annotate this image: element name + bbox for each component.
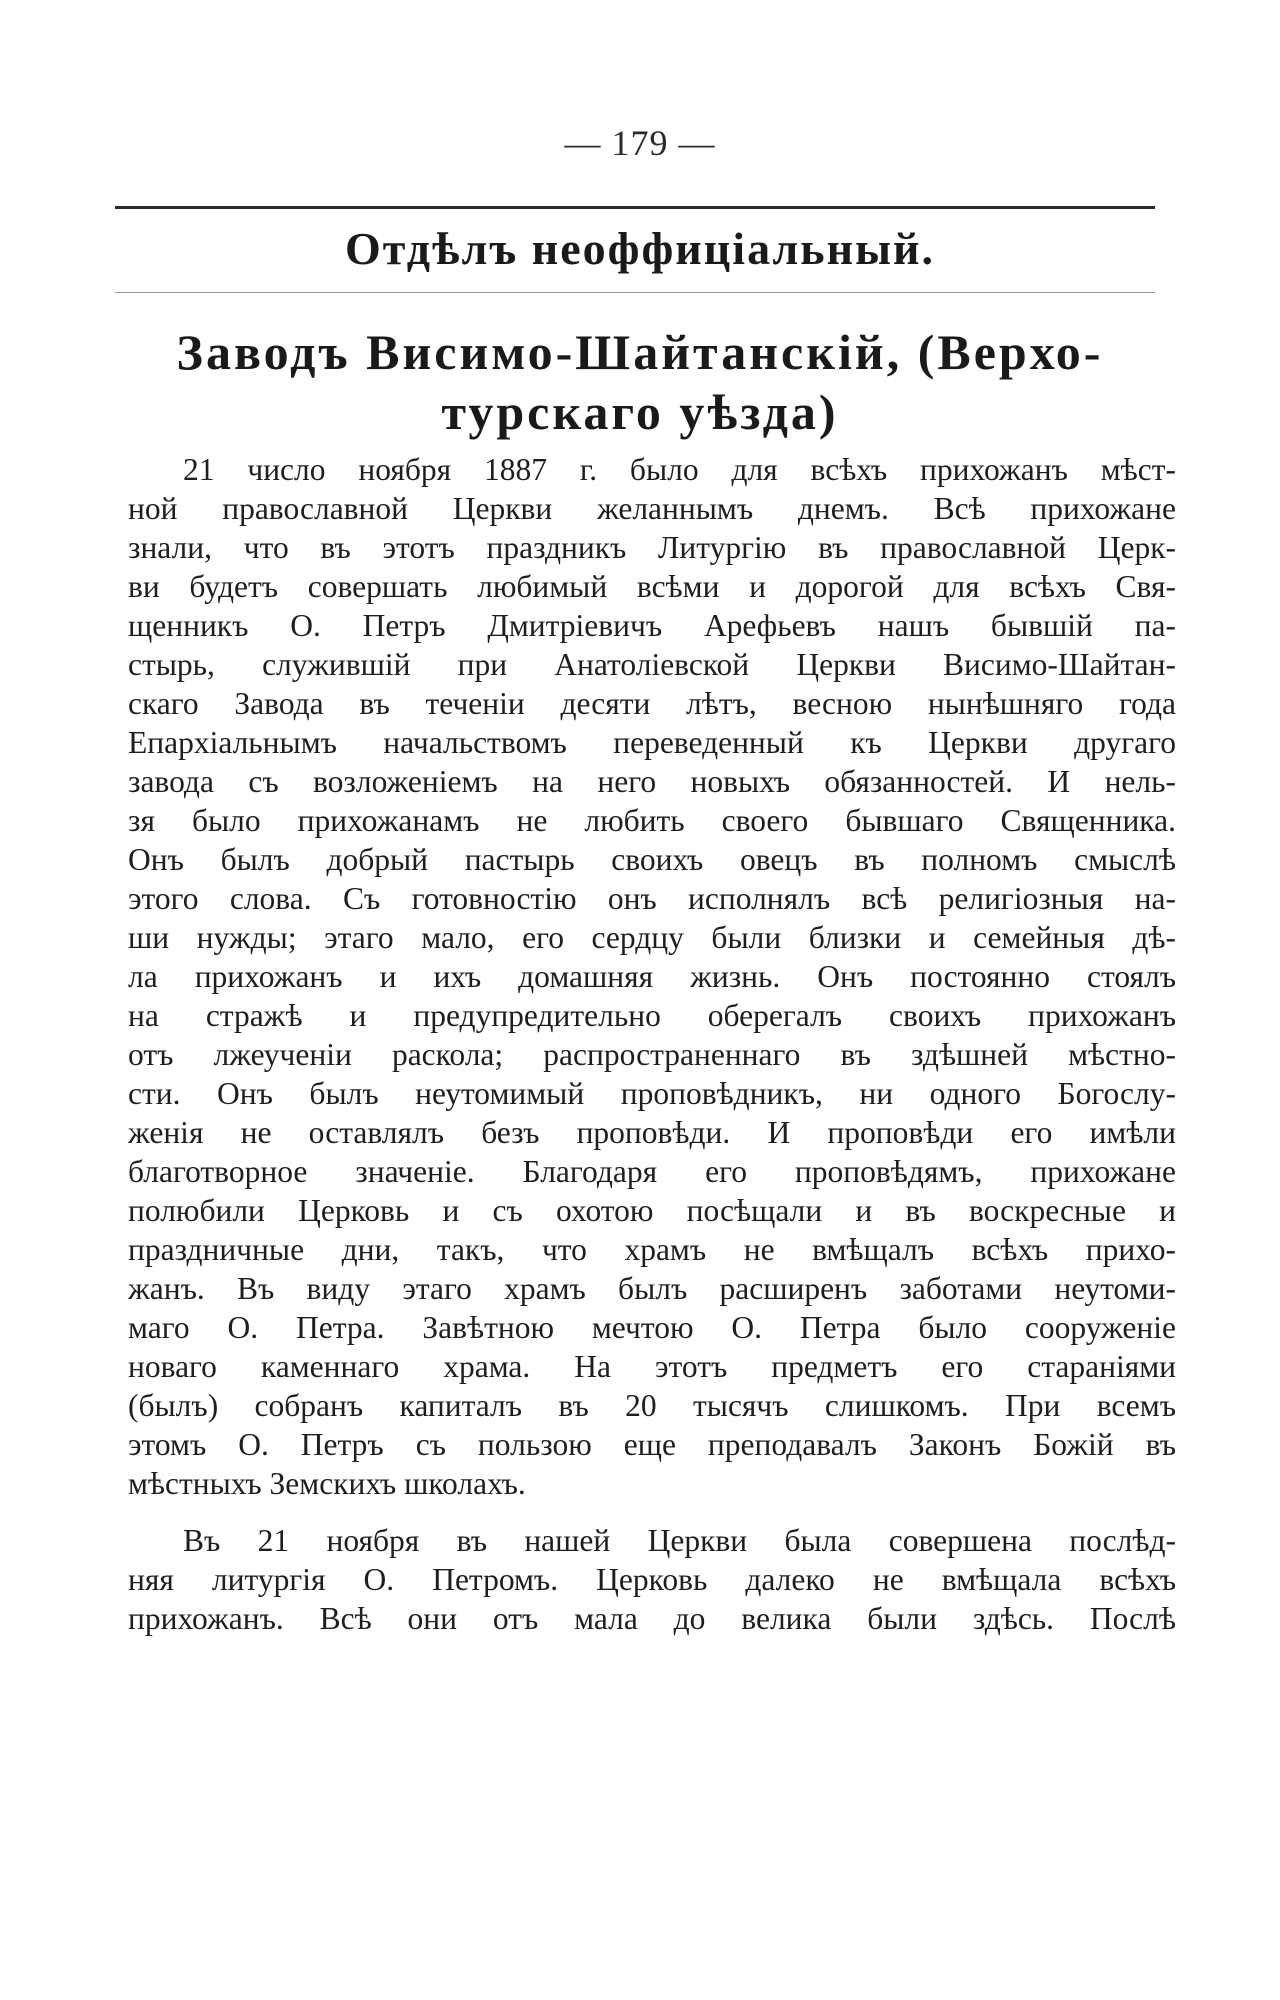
text-line: 21 число ноября 1887 г. было для всѣхъ прихожанъ мѣст- <box>183 452 1176 487</box>
text-line: этомъ О. Петръ съ пользою еще преподавалъ Законъ Божій въ <box>128 1427 1176 1462</box>
header-rule <box>115 206 1155 209</box>
text-line: стырь, служившій при Анатоліевской Церкви Висимо-Шайтан- <box>128 647 1176 682</box>
text-line: щенникъ О. Петръ Дмитріевичъ Арефьевъ нашъ бывшій па- <box>128 608 1176 643</box>
text-line: полюбили Церковь и съ охотою посѣщали и въ воскресные и <box>128 1193 1176 1228</box>
section-title: Отдѣлъ неоффиціальный. <box>344 223 936 274</box>
text-line: Епархіальнымъ начальствомъ переведенный къ Церкви другаго <box>128 725 1176 760</box>
text-line: знали, что въ этотъ праздникъ Литургію въ православной Церк- <box>128 530 1176 565</box>
text-line: этого слова. Съ готовностію онъ исполнялъ всѣ религіозныя на- <box>128 881 1176 916</box>
text-line: Онъ былъ добрый пастырь своихъ овецъ въ полномъ смыслѣ <box>128 842 1176 877</box>
text-line: завода съ возложеніемъ на него новыхъ обязанностей. И нель- <box>128 764 1176 799</box>
article-title: Заводъ Висимо-Шайтанскій, (Верхо-турскаго уѣзда) <box>176 324 1104 440</box>
article-body <box>128 450 1176 1638</box>
text-line: скаго Завода въ теченіи десяти лѣтъ, весною нынѣшняго года <box>128 686 1176 721</box>
text-line: няя литургія О. Петромъ. Церковь далеко не вмѣщала всѣхъ <box>128 1562 1176 1597</box>
text-line: прихожанъ. Всѣ они отъ мала до велика были здѣсь. Послѣ <box>128 1601 1176 1636</box>
paragraph-1 <box>128 450 1176 1503</box>
text-line: Въ 21 ноября въ нашей Церкви была совершена послѣд- <box>183 1523 1176 1558</box>
section-divider <box>115 292 1155 293</box>
text-line: праздничные дни, такъ, что храмъ не вмѣщалъ всѣхъ прихо- <box>128 1232 1176 1267</box>
text-line: на стражѣ и предупредительно оберегалъ своихъ прихожанъ <box>128 998 1176 1033</box>
text-line: ши нужды; этаго мало, его сердцу были близки и семейныя дѣ- <box>128 920 1176 955</box>
text-line: благотворное значеніе. Благодаря его проповѣдямъ, прихожане <box>128 1154 1176 1189</box>
text-line: зя было прихожанамъ не любить своего бывшаго Священника. <box>128 803 1176 838</box>
text-line: маго О. Петра. Завѣтною мечтою О. Петра было сооруженіе <box>128 1310 1176 1345</box>
text-line: отъ лжеученіи раскола; распространеннаго въ здѣшней мѣстно- <box>128 1037 1176 1072</box>
text-line: ла прихожанъ и ихъ домашняя жизнь. Онъ постоянно стоялъ <box>128 959 1176 994</box>
text-line: ной православной Церкви желаннымъ днемъ. Всѣ прихожане <box>128 491 1176 526</box>
text-line: новаго каменнаго храма. На этотъ предметъ его стараніями <box>128 1349 1176 1384</box>
text-line: жанъ. Въ виду этаго храмъ былъ расширенъ заботами неутоми- <box>128 1271 1176 1306</box>
text-line: ви будетъ совершать любимый всѣми и дорогой для всѣхъ Свя- <box>128 569 1176 604</box>
text-line: мѣстныхъ Земскихъ школахъ. <box>128 1466 526 1501</box>
page-number: — 179 — <box>564 123 716 163</box>
text-line: сти. Онъ былъ неутомимый проповѣдникъ, ни одного Богослу- <box>128 1076 1176 1111</box>
text-line: (былъ) собранъ капиталъ въ 20 тысячъ слишкомъ. При всемъ <box>128 1388 1176 1423</box>
text-line: женія не оставлялъ безъ проповѣди. И проповѣди его имѣли <box>128 1115 1176 1150</box>
paragraph-2 <box>128 1521 1176 1638</box>
